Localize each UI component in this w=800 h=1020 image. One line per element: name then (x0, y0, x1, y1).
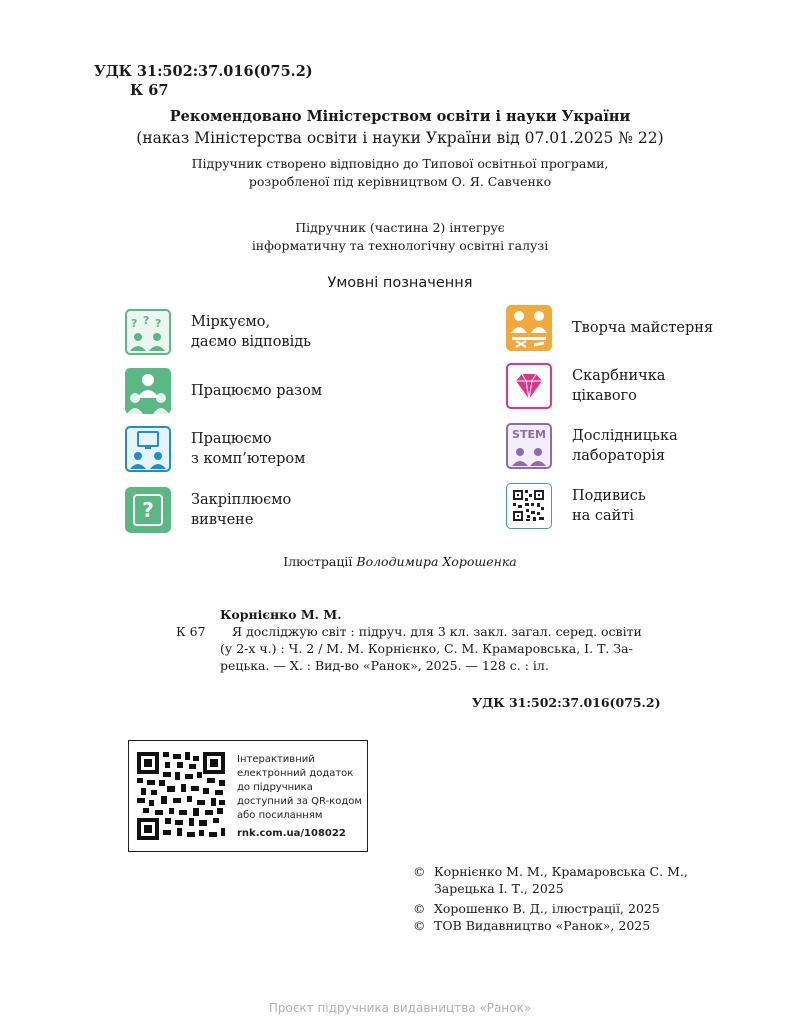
svg-text:?: ? (155, 317, 162, 330)
bib-line1: Я досліджую світ : підруч. для 3 кл. закл. загал. серед. освіти (232, 624, 642, 639)
legend-label-qr-1: Подивись (572, 488, 646, 504)
illustrations-author: Володимира Хорошенка (356, 554, 517, 569)
catalog-code: К 67 (130, 82, 169, 99)
bib-udk: УДК 31:502:37.016(075.2) (472, 695, 661, 710)
legend-label-computer-1: Працюємо (191, 431, 272, 447)
qr-box-line: доступний за QR-кодом (237, 796, 362, 807)
legend-label-diamond-1: Скарбничка (572, 368, 666, 384)
legend-item-computer (125, 424, 322, 474)
qr-box-line: до підручника (237, 782, 313, 793)
legend-label-question-2: вивчене (191, 512, 254, 528)
integration-note (0, 219, 800, 255)
illustrations-credit (0, 553, 800, 571)
legend-label-computer-2: з комп’ютером (191, 451, 306, 467)
qr-code-icon (506, 483, 552, 529)
legend-label-diamond-2: цікавого (572, 388, 637, 404)
copyright-sign: © (413, 901, 426, 916)
copyright-block (413, 864, 688, 934)
udk-header (94, 62, 313, 100)
copyright-authors-1: Корнієнко М. М., Крамаровська С. М., (434, 864, 688, 879)
svg-text:?: ? (143, 314, 150, 327)
program-note-line1: Підручник створено відповідно до Типової освітньої програми, (191, 156, 609, 171)
bibliographic-record (176, 606, 642, 674)
qr-box-line: електронний додаток (237, 768, 354, 779)
legend-item-question (125, 485, 322, 535)
legend-item-thinking (125, 307, 322, 357)
qr-box-line: або посиланням (237, 810, 323, 821)
legend-item-qr (506, 481, 713, 531)
legend-left-column (125, 307, 322, 535)
bib-code: К 67 (176, 624, 206, 639)
diamond-icon (506, 363, 552, 409)
udk-code: УДК 31:502:37.016(075.2) (94, 63, 313, 80)
legend-label-thinking-2: даємо відповідь (191, 334, 312, 350)
integration-note-line1: Підручник (частина 2) інтегрує (295, 220, 505, 235)
legend-label-qr-2: на сайті (572, 508, 635, 524)
legend-item-teamwork (125, 366, 322, 416)
question-icon: ? (125, 487, 171, 533)
legend-label-stem-1: Дослідницька (572, 428, 678, 444)
thinking-kids-icon (125, 309, 171, 355)
legend-item-diamond (506, 361, 713, 411)
program-note (0, 155, 800, 191)
legend-label-question-1: Закріплюємо (191, 492, 292, 508)
qr-box-link[interactable]: rnk.com.ua/108022 (237, 828, 346, 839)
craft-workshop-icon (506, 305, 552, 351)
copyright-sign: © (413, 864, 426, 879)
svg-text:?: ? (131, 317, 138, 330)
copyright-publisher: ТОВ Видавництво «Ранок», 2025 (434, 917, 651, 933)
recommendation-title: Рекомендовано Міністерством освіти і науки України (169, 108, 631, 125)
interactive-supplement-box (128, 740, 368, 852)
recommendation-order: (наказ Міністерства освіти і науки України від 07.01.2025 № 22) (136, 129, 664, 147)
stem-lab-icon (506, 423, 552, 469)
qr-code-large-icon[interactable] (137, 752, 225, 840)
bib-line2: (у 2-х ч.) : Ч. 2 / М. М. Корнієнко, С. М. Крамаровська, І. Т. За- (220, 641, 633, 656)
computer-icon (125, 426, 171, 472)
legend-label-thinking-1: Міркуємо, (191, 314, 271, 330)
qr-box-line: Інтерактивний (237, 754, 315, 765)
copyright-authors-2: Зарецька І. Т., 2025 (434, 880, 564, 896)
teamwork-icon (125, 368, 171, 414)
legend-label-teamwork: Працюємо разом (191, 383, 323, 399)
bib-author: Корнієнко М. М. (220, 607, 342, 622)
legend-label-craft: Творча майстерня (572, 320, 714, 336)
program-note-line2: розробленої під керівництвом О. Я. Савченко (248, 174, 552, 189)
legend-item-craft (506, 303, 713, 353)
bib-line3: рецька. — Х. : Вид-во «Ранок», 2025. — 128 с. : іл. (220, 658, 549, 673)
stem-label: STEM (512, 428, 546, 441)
integration-note-line2: інформатичну та технологічну освітні галузі (251, 238, 549, 253)
conventions-title: Умовні позначення (327, 275, 473, 291)
qr-box-text (237, 753, 362, 841)
legend-right-column (506, 303, 713, 531)
copyright-sign: © (413, 917, 426, 933)
legend-label-stem-2: лабораторія (572, 448, 666, 464)
legend-item-stem (506, 421, 713, 471)
footer-project-note: Проєкт підручника видавництва «Ранок» (268, 1001, 532, 1015)
illustrations-prefix: Ілюстрації (283, 554, 357, 569)
copyright-illustrator: Хорошенко В. Д., ілюстрації, 2025 (434, 901, 660, 916)
